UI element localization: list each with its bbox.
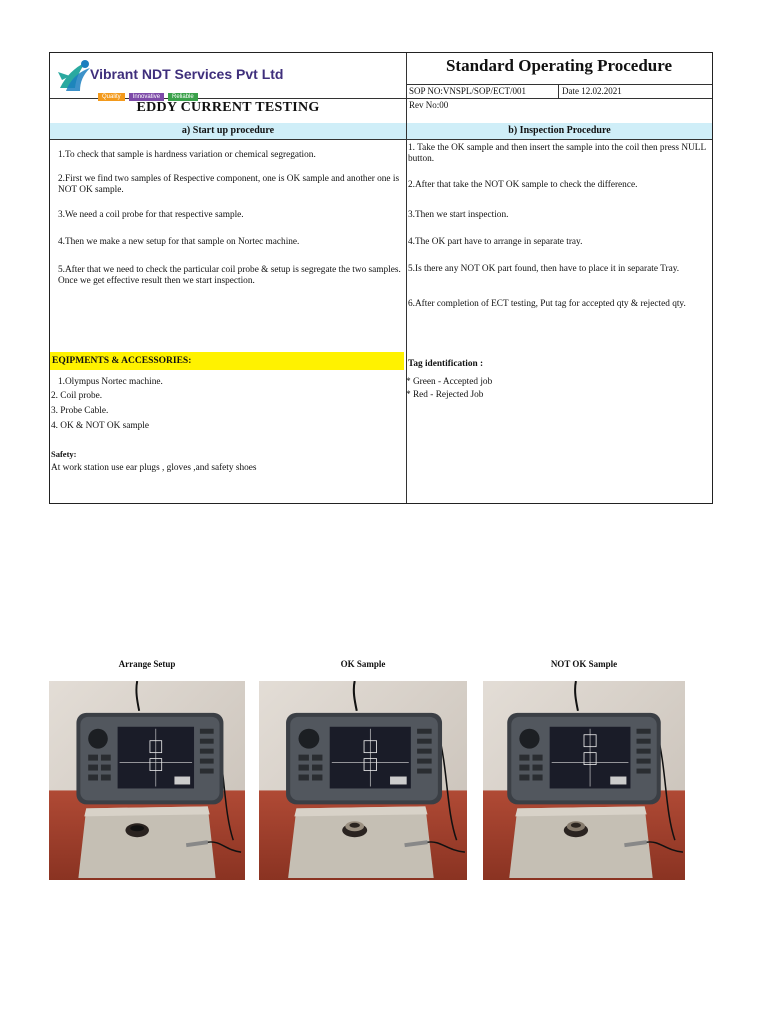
inspection-step-2: 2.After that take the NOT OK sample to check the difference. [408,180,638,190]
startup-step-1: 1.To check that sample is hardness variation or chemical segregation. [58,150,316,160]
logo-figure-icon [56,58,94,94]
startup-step-5: 5.After that we need to check the particular coil probe & setup is segregate the two samples. Once we get effective result then we start inspection. [58,265,401,286]
photo-ok-sample [259,681,467,880]
tag-identification-heading: Tag identification : [408,359,484,369]
eddy-current-setup-photo [49,681,245,880]
inspection-step-6: 6.After completion of ECT testing, Put tag for accepted qty & rejected qty. [408,299,686,309]
sop-date: Date 12.02.2021 [562,86,622,96]
equipment-item-3: 3. Probe Cable. [51,406,109,416]
inspection-step-3: 3.Then we start inspection. [408,210,509,220]
inspection-step-5: 5.Is there any NOT OK part found, then have to place it in separate Tray. [408,264,680,274]
photo-caption-setup: Arrange Setup [118,659,176,669]
photo-arrange-setup [49,681,245,880]
inspection-step-1: 1. Take the OK sample and then insert the sample into the coil then press NULL button. [408,143,706,164]
company-logo [56,58,284,100]
company-name: Vibrant NDT Services Pvt Ltd [90,66,284,82]
safety-label-text: Safety [51,449,74,459]
startup-step-2: 2.First we find two samples of Respective component, one is OK sample and another one is NOT OK sample. [58,174,400,195]
photo-not-ok-sample [483,681,685,880]
not-ok-sample-photo [483,681,685,880]
startup-step-3: 3.We need a coil probe for that respective sample. [58,210,244,220]
startup-heading: a) Start up procedure [50,123,406,139]
tag-green: * Green - Accepted job [406,377,493,387]
sop-sheet [49,52,713,504]
document-title: EDDY CURRENT TESTING [136,100,320,115]
inspection-heading: b) Inspection Procedure [407,123,712,139]
tag-red: * Red - Rejected Job [406,390,484,400]
sop-number: SOP NO:VNSPL/SOP/ECT/001 [409,86,526,96]
equipment-item-4: 4. OK & NOT OK sample [51,421,149,431]
equipment-item-1: 1.Olympus Nortec machine. [58,377,163,387]
tagline-quality: Quality [98,93,125,101]
photo-caption-ok: OK Sample [340,659,386,669]
startup-step-4: 4.Then we make a new setup for that sample on Nortec machine. [58,237,300,247]
ok-sample-photo [259,681,467,880]
sop-title: Standard Operating Procedure [445,56,673,75]
equipment-item-2: 2. Coil probe. [51,391,103,401]
safety-label: Safety: [51,449,77,459]
safety-text: At work station use ear plugs , gloves ,and safety shoes [51,463,257,473]
equipment-heading: EQIPMENTS & ACCESSORIES: [50,352,404,370]
tagline-reliable: Reliable [168,93,198,101]
tagline-innovative: Innovative [129,93,164,101]
inspection-step-4: 4.The OK part have to arrange in separate tray. [408,237,583,247]
revision-number: Rev No:00 [409,100,449,110]
photo-caption-notok: NOT OK Sample [550,659,618,669]
